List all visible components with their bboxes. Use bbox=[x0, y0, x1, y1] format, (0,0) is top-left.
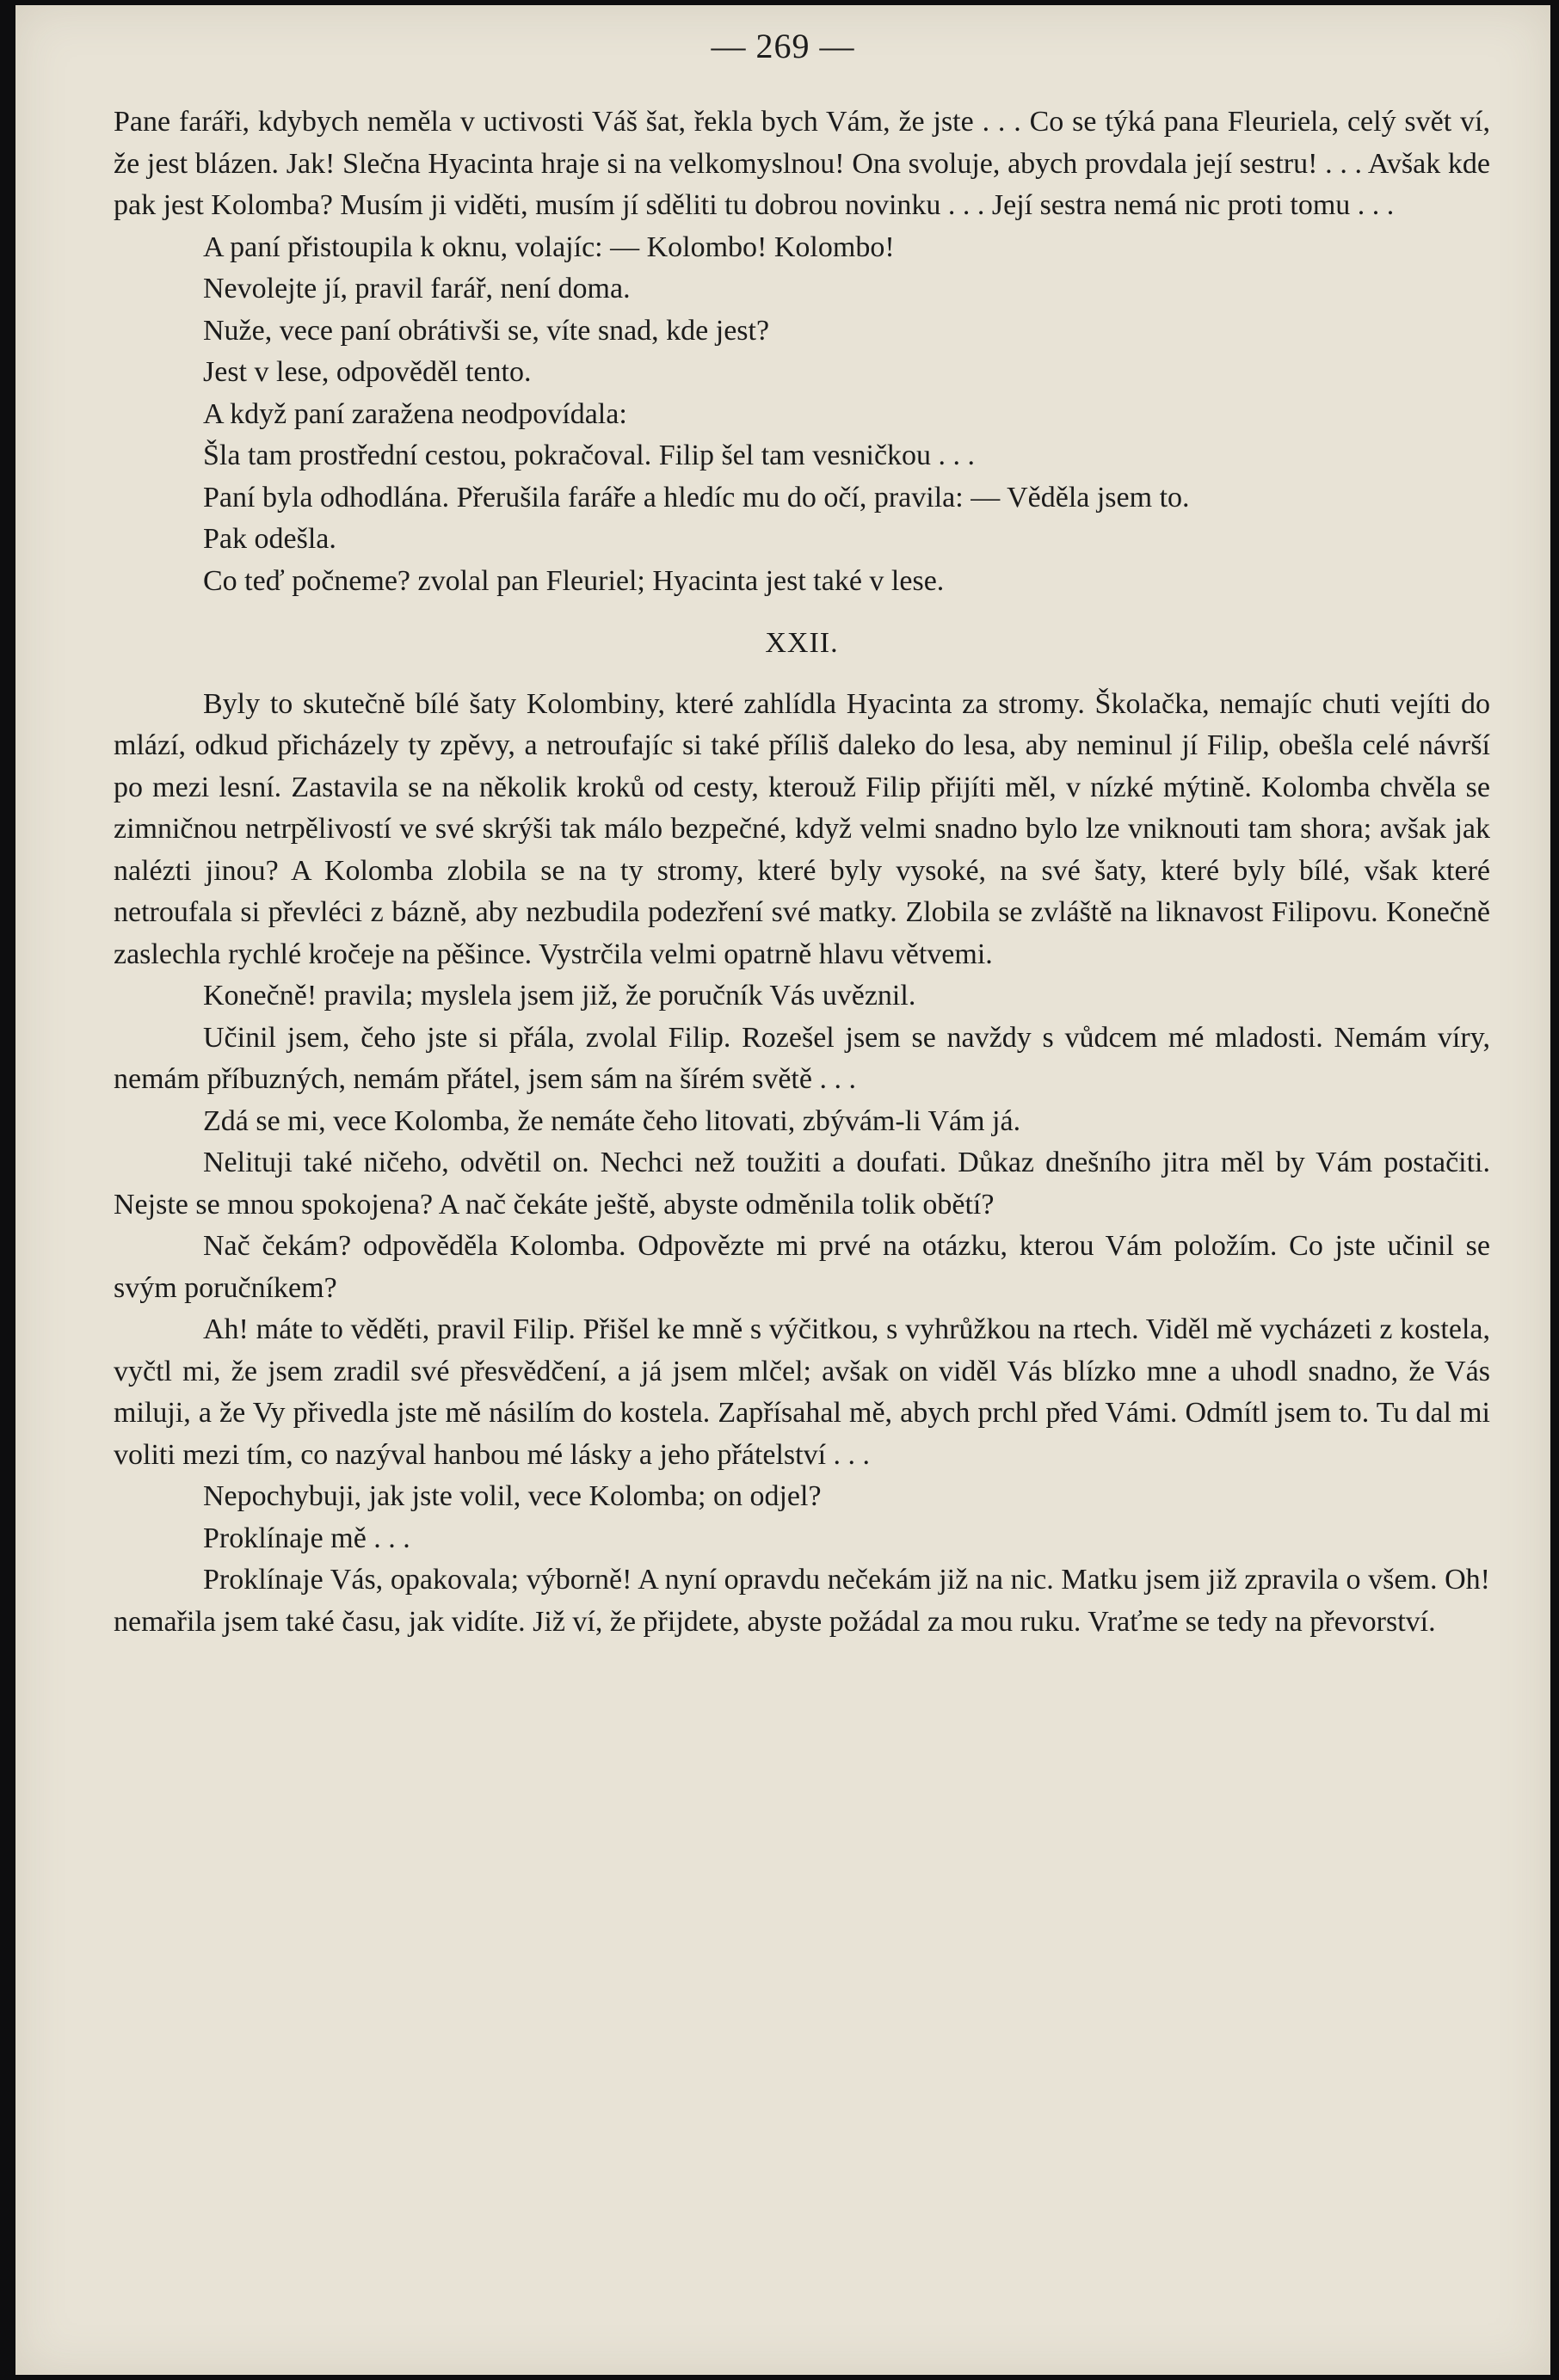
paragraph: Co teď počneme? zvolal pan Fleuriel; Hyacinta jest také v lese. bbox=[203, 564, 945, 597]
paragraph: Byly to skutečně bílé šaty Kolombiny, které zahlídla Hyacinta za stromy. Školačka, nemajíc chuti vejíti do mlází, odkud přicházely ty zpěvy, a netroufajíc si také příliš daleko do lesa, aby neminul jí Filip, obešla celé návrší po mezi lesní. Zastavila se na několik kroků od cesty, kterouž Filip přijíti měl, v nízké mýtině. Kolomba chvěla se zimničnou netrpělivostí ve své skrýši tak málo bezpečné, když velmi snadno bylo lze vniknouti tam shora; avšak jak nalézti jinou? A Kolomba zlobila se na ty stromy, které byly vysoké, na své šaty, které byly bílé, však které netroufala si převléci z bázně, aby nezbudila podezření své matky. Zlobila se zvláště na liknavost Filipovu. Konečně zaslechla rychlé kročeje na pěšince. Vystrčila velmi opatrně hlavu větvemi. bbox=[114, 687, 1490, 970]
paragraph: Proklínaje mě . . . bbox=[203, 1522, 410, 1554]
paragraph: Pak odešla. bbox=[203, 523, 336, 555]
paragraph: Zdá se mi, vece Kolomba, že nemáte čeho litovati, zbývám-li Vám já. bbox=[203, 1104, 1021, 1137]
paragraph: Proklínaje Vás, opakovala; výborně! A nyní opravdu nečekám již na nic. Matku jsem již zpravila o všem. Oh! nemařila jsem také času, jak vidíte. Již ví, že přijdete, abyste požádal za mou ruku. Vraťme se tedy na převorství. bbox=[114, 1564, 1490, 1638]
paragraph: Učinil jsem, čeho jste si přála, zvolal Filip. Rozešel jsem se navždy s vůdcem mé mladosti. Nemám víry, nemám příbuzných, nemám přátel, jsem sám na šírém světě . . . bbox=[114, 1021, 1490, 1095]
paragraph: Nuže, vece paní obrátivši se, víte snad, kde jest? bbox=[203, 314, 770, 347]
page-number: — 269 — bbox=[711, 27, 855, 65]
paragraph: A paní přistoupila k oknu, volajíc: — Kolombo! Kolombo! bbox=[203, 231, 895, 263]
chapter-heading: XXII. bbox=[765, 627, 839, 659]
paragraph: Pane faráři, kdybych neměla v uctivosti Váš šat, řekla bych Vám, že jste . . . Co se týká pana Fleuriela, celý svět ví, že jest blázen. Jak! Slečna Hyacinta hraje si na velkomyslnou! Ona svoluje, abych provdala její sestru! . . . Avšak kde pak jest Kolomba? Musím ji viděti, musím jí sděliti tu dobrou novinku . . . Její sestra nemá nic proti tomu . . . bbox=[114, 106, 1490, 221]
paragraph: A když paní zaražena neodpovídala: bbox=[203, 397, 627, 430]
paragraph: Nevolejte jí, pravil farář, není doma. bbox=[203, 273, 631, 304]
body-text bbox=[114, 101, 1490, 1643]
paragraph: Šla tam prostřední cestou, pokračoval. Filip šel tam vesničkou . . . bbox=[203, 440, 976, 471]
paragraph: Nepochybuji, jak jste volil, vece Kolomba; on odjel? bbox=[203, 1480, 822, 1512]
paragraph: Paní byla odhodlána. Přerušila faráře a hledíc mu do očí, pravila: — Věděla jsem to. bbox=[203, 481, 1190, 514]
paragraph: Nač čekám? odpověděla Kolomba. Odpovězte mi prvé na otázku, kterou Vám položím. Co jste učinil se svým poručníkem? bbox=[114, 1230, 1490, 1304]
paragraph: Ah! máte to věděti, pravil Filip. Přišel ke mně s výčitkou, s vyhrůžkou na rtech. Viděl mě vycházeti z kostela, vyčtl mi, že jsem zradil své přesvědčení, a já jsem mlčel; avšak on viděl Vás blízko mne a uhodl snadno, že Vás miluji, a že Vy přivedla jste mě násilím do kostela. Zapřísahal mě, abych prchl před Vámi. Odmítl jsem to. Tu dal mi voliti mezi tím, co nazýval hanbou mé lásky a jeho přátelství . . . bbox=[114, 1313, 1490, 1471]
paragraph: Nelituji také ničeho, odvětil on. Nechci než toužiti a doufati. Důkaz dnešního jitra měl by Vám postačiti. Nejste se mnou spokojena? A nač čekáte ještě, abyste odměnila tolik obětí? bbox=[114, 1147, 1490, 1221]
paragraph: Jest v lese, odpověděl tento. bbox=[203, 356, 532, 388]
book-page bbox=[15, 5, 1550, 2375]
paragraph: Konečně! pravila; myslela jsem již, že poručník Vás uvěznil. bbox=[203, 980, 916, 1012]
